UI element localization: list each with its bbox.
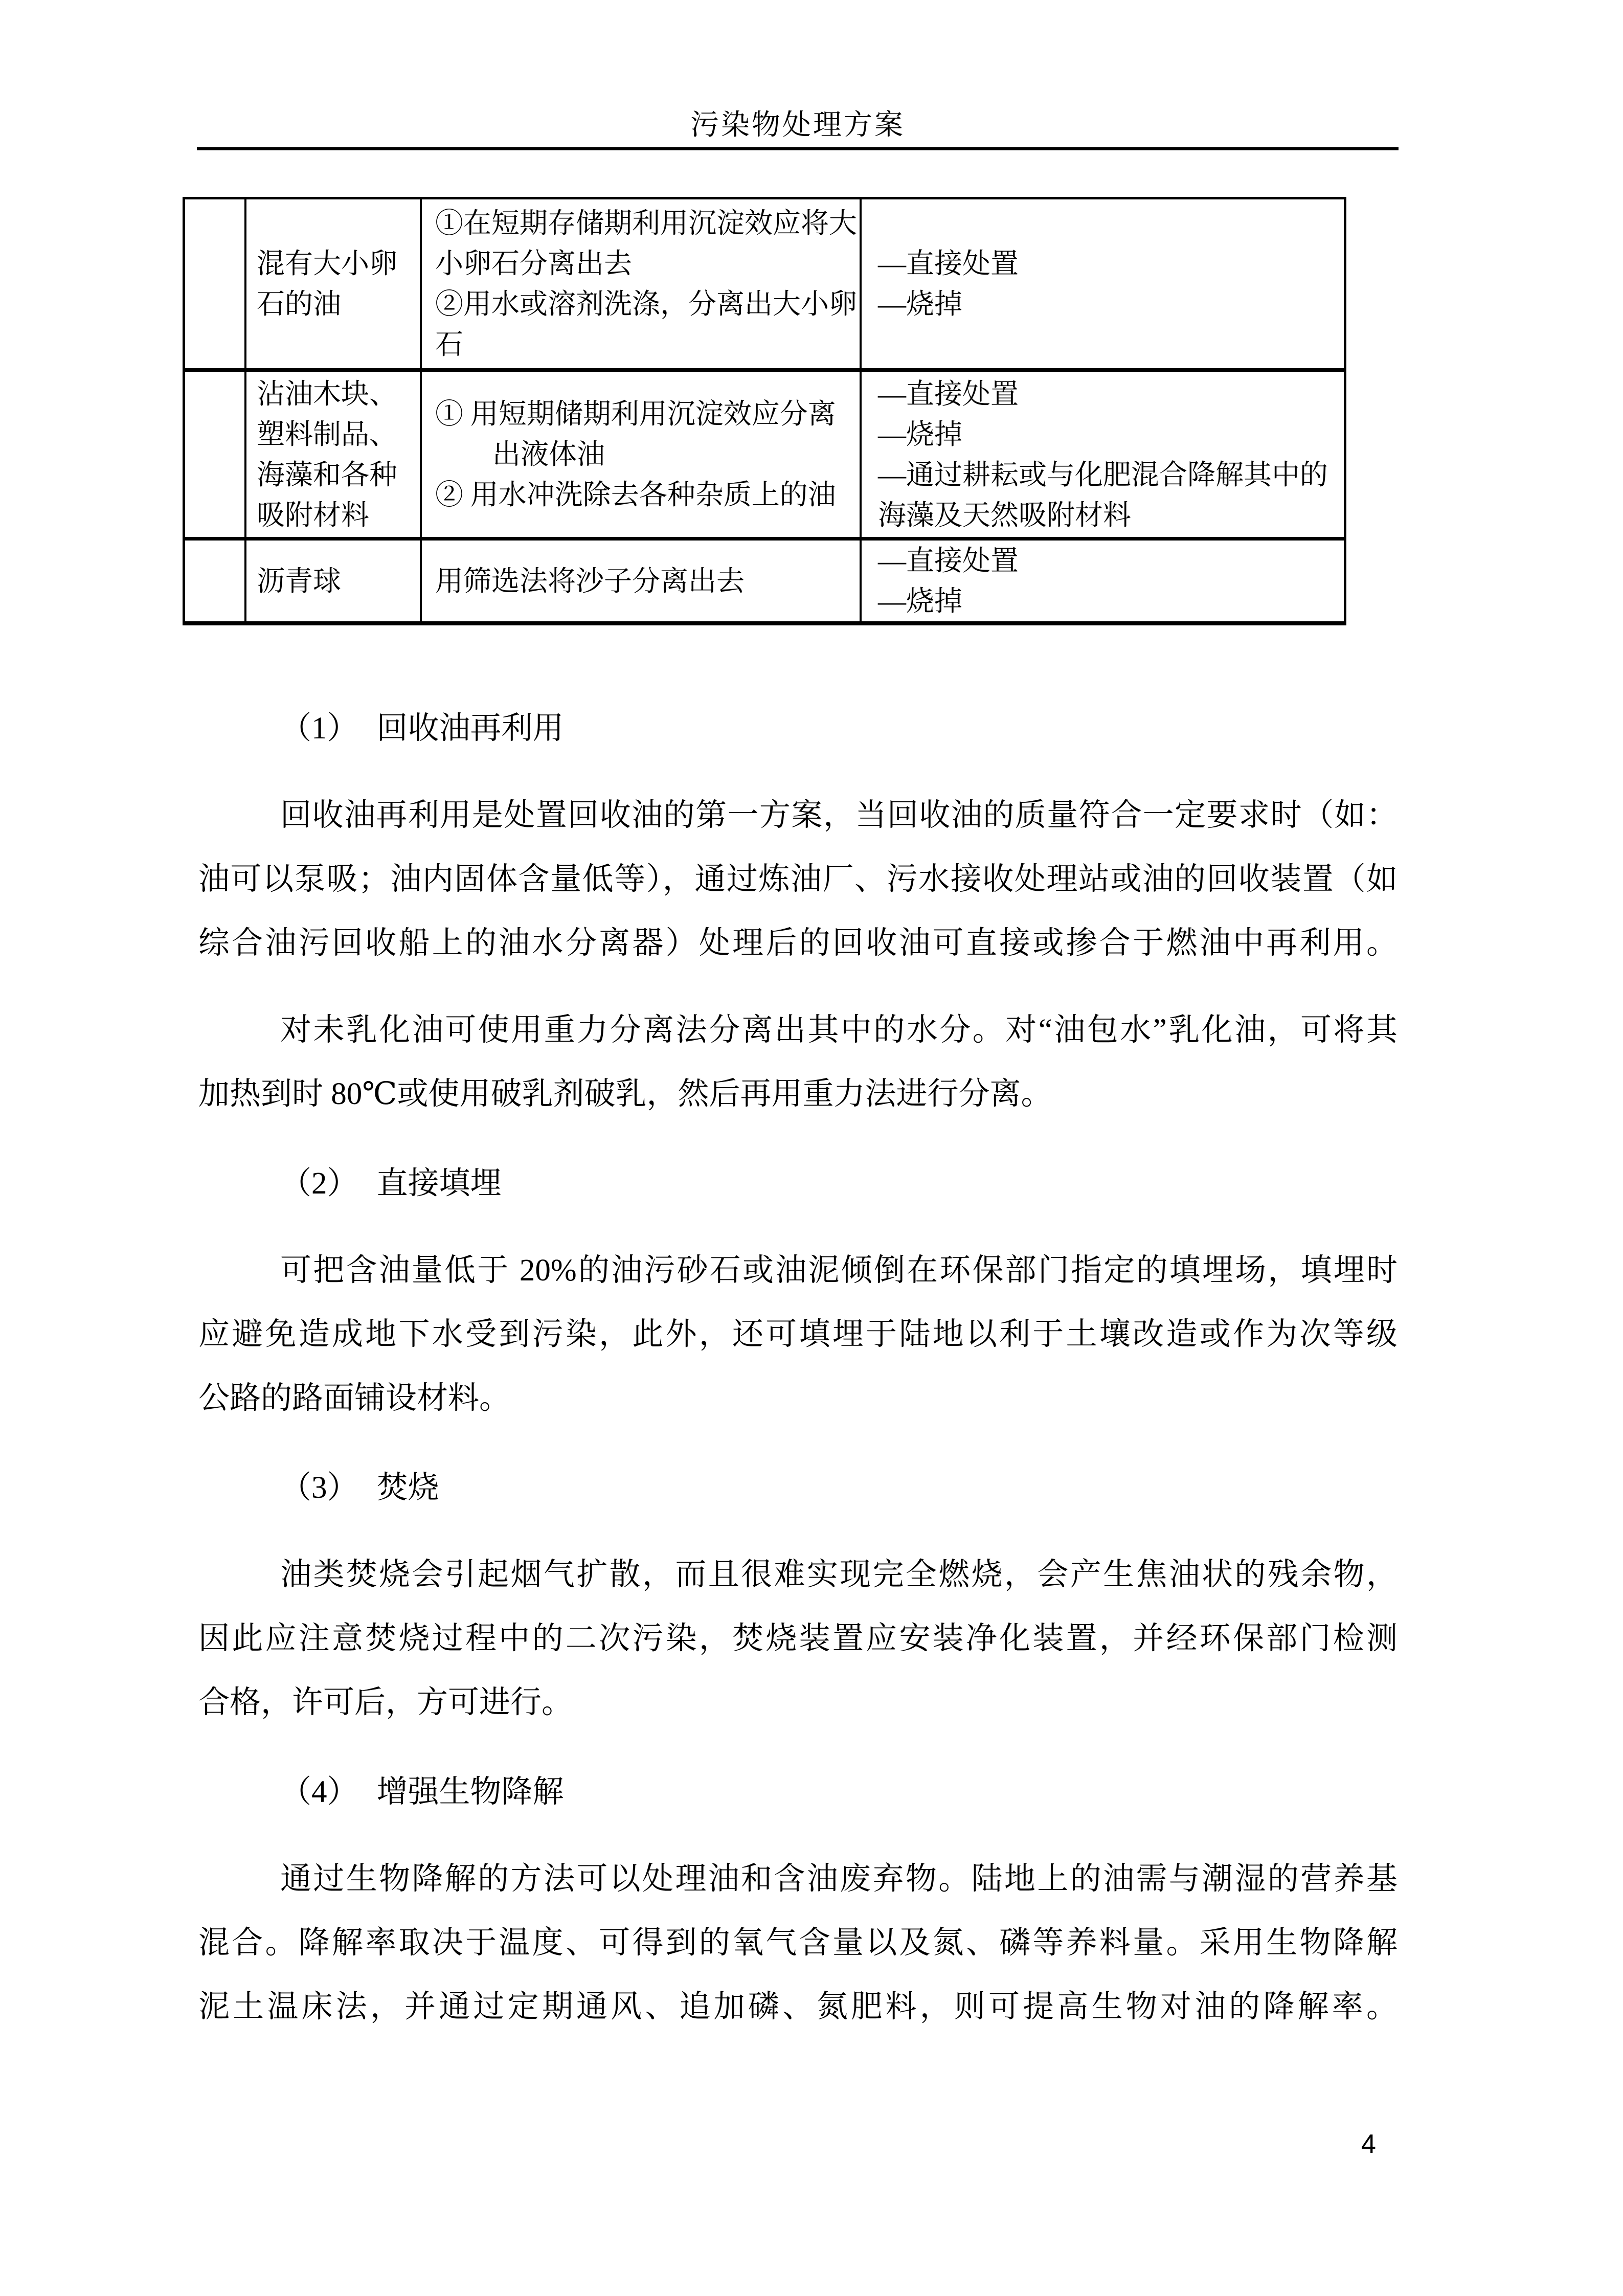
table-line: ①在短期存储期利用沉淀效应将大 xyxy=(435,208,858,239)
section-2 xyxy=(198,1152,1397,1430)
table-line: ② 用水冲洗除去各种杂质上的油 xyxy=(435,479,836,510)
table-cell-spacer-row3 xyxy=(185,541,246,621)
table-line: 混有大小卵 xyxy=(257,248,398,279)
section-3 xyxy=(198,1456,1397,1735)
table-line: 沾油木块、 xyxy=(257,378,398,410)
section-number: （2） xyxy=(280,1166,358,1201)
section-title: 焚烧 xyxy=(376,1471,439,1505)
paragraph-line: 油类焚烧会引起烟气扩散，而且很难实现完全燃烧，会产生焦油状的残余物， xyxy=(280,1558,1397,1592)
document-body xyxy=(198,696,1397,2039)
section-heading xyxy=(198,1760,1397,1824)
table-line: 石 xyxy=(435,329,464,360)
waste-disposal-table xyxy=(183,197,1346,625)
paragraph xyxy=(198,1239,1397,1430)
paragraph xyxy=(198,1543,1397,1735)
section-4 xyxy=(198,1760,1397,2039)
table-line: 塑料制品、 xyxy=(257,418,398,450)
page-number: 4 xyxy=(1361,2129,1376,2159)
section-heading xyxy=(198,696,1397,760)
paragraph-line: 公路的路面铺设材料。 xyxy=(198,1381,511,1415)
table-cell-method-row3 xyxy=(422,541,862,621)
table-line: 小卵石分离出去 xyxy=(435,248,633,279)
paragraph-line: 回收油再利用是处置回收油的第一方案，当回收油的质量符合一定要求时（如： xyxy=(280,798,1397,832)
table-line: —直接处置 xyxy=(878,248,1019,279)
paragraph-line: 对未乳化油可使用重力分离法分离出其中的水分。对“油包水”乳化油，可将其 xyxy=(280,1013,1397,1047)
table-cell-method-row2 xyxy=(422,372,862,541)
table-line: 石的油 xyxy=(257,288,342,320)
table-line: —烧掉 xyxy=(878,418,963,450)
paragraph-line: 因此应注意焚烧过程中的二次污染，焚烧装置应安装净化装置，并经环保部门检测 xyxy=(198,1622,1397,1656)
section-heading xyxy=(198,1152,1397,1215)
page-header-title: 污染物处理方案 xyxy=(690,109,905,141)
paragraph-line: 综合油污回收船上的油水分离器）处理后的回收油可直接或掺合于燃油中再利用。 xyxy=(198,926,1397,960)
table-cell-method-row1 xyxy=(422,199,862,372)
section-title: 直接填埋 xyxy=(376,1166,502,1201)
table-line: 海藻及天然吸附材料 xyxy=(878,499,1132,531)
section-1 xyxy=(198,696,1397,1126)
table-line: —通过耕耘或与化肥混合降解其中的 xyxy=(878,459,1328,490)
table-cell-category-row2 xyxy=(246,372,422,541)
table-line: 用筛选法将沙子分离出去 xyxy=(435,565,745,597)
paragraph-line: 油可以泵吸；油内固体含量低等），通过炼油厂、污水接收处理站或油的回收装置（如 xyxy=(198,862,1397,896)
paragraph-line: 通过生物降解的方法可以处理油和含油废弃物。陆地上的油需与潮湿的营养基 xyxy=(280,1862,1397,1896)
paragraph xyxy=(198,998,1397,1126)
table-cell-disposal-row2 xyxy=(862,372,1344,541)
page-header xyxy=(197,107,1399,143)
header-rule xyxy=(197,147,1399,150)
section-title: 增强生物降解 xyxy=(376,1775,564,1809)
paragraph xyxy=(198,783,1397,975)
table-line: 沥青球 xyxy=(257,565,342,597)
table-cell-disposal-row3 xyxy=(862,541,1344,621)
table-line: —直接处置 xyxy=(878,378,1019,410)
paragraph-line: 混合。降解率取决于温度、可得到的氧气含量以及氮、磷等养料量。采用生物降解 xyxy=(198,1926,1397,1960)
table-line: ②用水或溶剂洗涤，分离出大小卵 xyxy=(435,288,858,320)
paragraph xyxy=(198,1847,1397,2039)
table-line: —直接处置 xyxy=(878,545,1019,576)
table-line: 出液体油 xyxy=(492,439,605,470)
table-line: 吸附材料 xyxy=(257,499,370,531)
paragraph-line: 合格，许可后，方可进行。 xyxy=(198,1685,573,1720)
table-cell-spacer-row1 xyxy=(185,199,246,372)
section-number: （4） xyxy=(280,1775,358,1809)
table-line: ① 用短期储期利用沉淀效应分离 xyxy=(435,398,836,430)
section-heading xyxy=(198,1456,1397,1520)
table-line: —烧掉 xyxy=(878,586,963,617)
paragraph-line: 应避免造成地下水受到污染，此外，还可填埋于陆地以利于土壤改造或作为次等级 xyxy=(198,1317,1397,1352)
section-number: （3） xyxy=(280,1471,358,1505)
table-line: —烧掉 xyxy=(878,288,963,320)
section-number: （1） xyxy=(280,711,358,746)
paragraph-line: 加热到时 80℃或使用破乳剂破乳，然后再用重力法进行分离。 xyxy=(198,1077,1052,1111)
table-cell-disposal-row1 xyxy=(862,199,1344,372)
paragraph-line: 泥土温床法，并通过定期通风、追加磷、氮肥料，则可提高生物对油的降解率。 xyxy=(198,1990,1397,2024)
paragraph-line: 可把含油量低于 20%的油污砂石或油泥倾倒在环保部门指定的填埋场，填埋时 xyxy=(280,1253,1397,1288)
table-cell-spacer-row2 xyxy=(185,372,246,541)
section-title: 回收油再利用 xyxy=(376,711,564,746)
table-line: 海藻和各种 xyxy=(257,459,398,490)
table-cell-category-row1 xyxy=(246,199,422,372)
table-cell-category-row3 xyxy=(246,541,422,621)
